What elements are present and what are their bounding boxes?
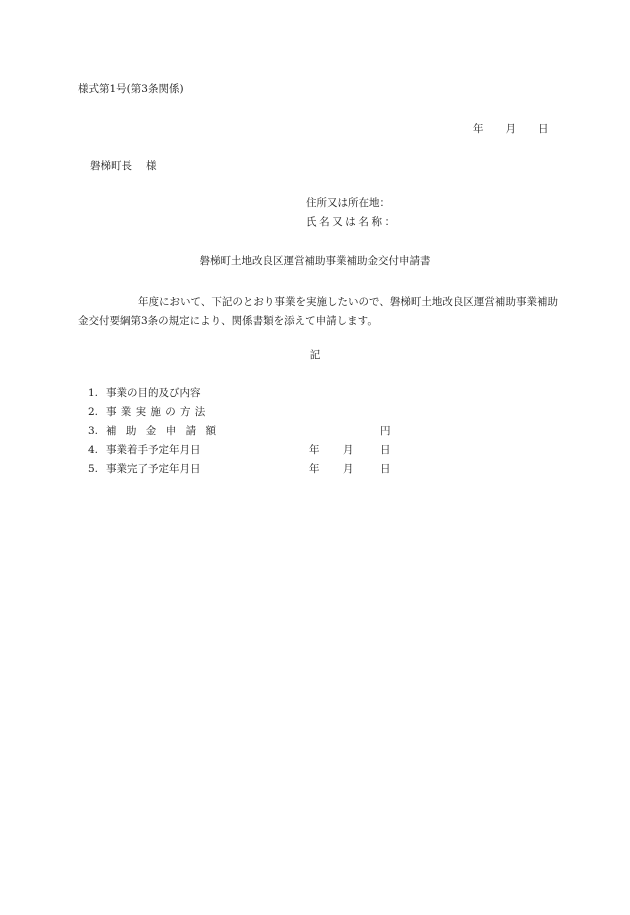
body-text: 年度において、下記のとおり事業を実施したいので、磐梯町土地改良区運営補助事業補助金交付要綱第3条の規定により、関係書類を添えて申請します。	[78, 296, 558, 327]
addressee-name: 磐梯町長	[90, 160, 132, 172]
item-month: 月	[343, 444, 354, 456]
body-paragraph	[78, 293, 558, 331]
date-year: 年	[473, 123, 484, 135]
ki-heading: 記	[309, 349, 321, 361]
item-year: 年	[309, 444, 320, 456]
addressee	[90, 161, 157, 172]
yen-unit: 円	[380, 425, 391, 437]
item-number: 4.	[88, 444, 99, 456]
item-year: 年	[309, 463, 320, 475]
item-day: 日	[380, 463, 391, 475]
date-month: 月	[505, 123, 516, 135]
item-month: 月	[343, 463, 354, 475]
item-number: 3.	[88, 425, 99, 437]
item-label: 事業実施の方法	[106, 406, 210, 418]
form-number: 様式第1号(第3条関係)	[78, 83, 184, 95]
item-number: 2.	[88, 406, 99, 418]
item-number: 5.	[88, 463, 99, 475]
applicant-address-label: 住所又は所在地：	[306, 197, 390, 209]
addressee-honorific: 様	[146, 160, 157, 172]
document-title: 磐梯町土地改良区運営補助事業補助金交付申請書	[199, 255, 431, 267]
item-label: 事業の目的及び内容	[106, 387, 201, 399]
item-day: 日	[380, 444, 391, 456]
item-label: 事業着手予定年月日	[106, 444, 201, 456]
date-line	[473, 124, 549, 135]
item-number: 1.	[88, 387, 99, 399]
item-label: 補助金申請額	[106, 425, 226, 437]
date-day: 日	[538, 123, 549, 135]
applicant-name-label: 氏名又は名称：	[306, 216, 398, 228]
item-label: 事業完了予定年月日	[106, 463, 201, 475]
